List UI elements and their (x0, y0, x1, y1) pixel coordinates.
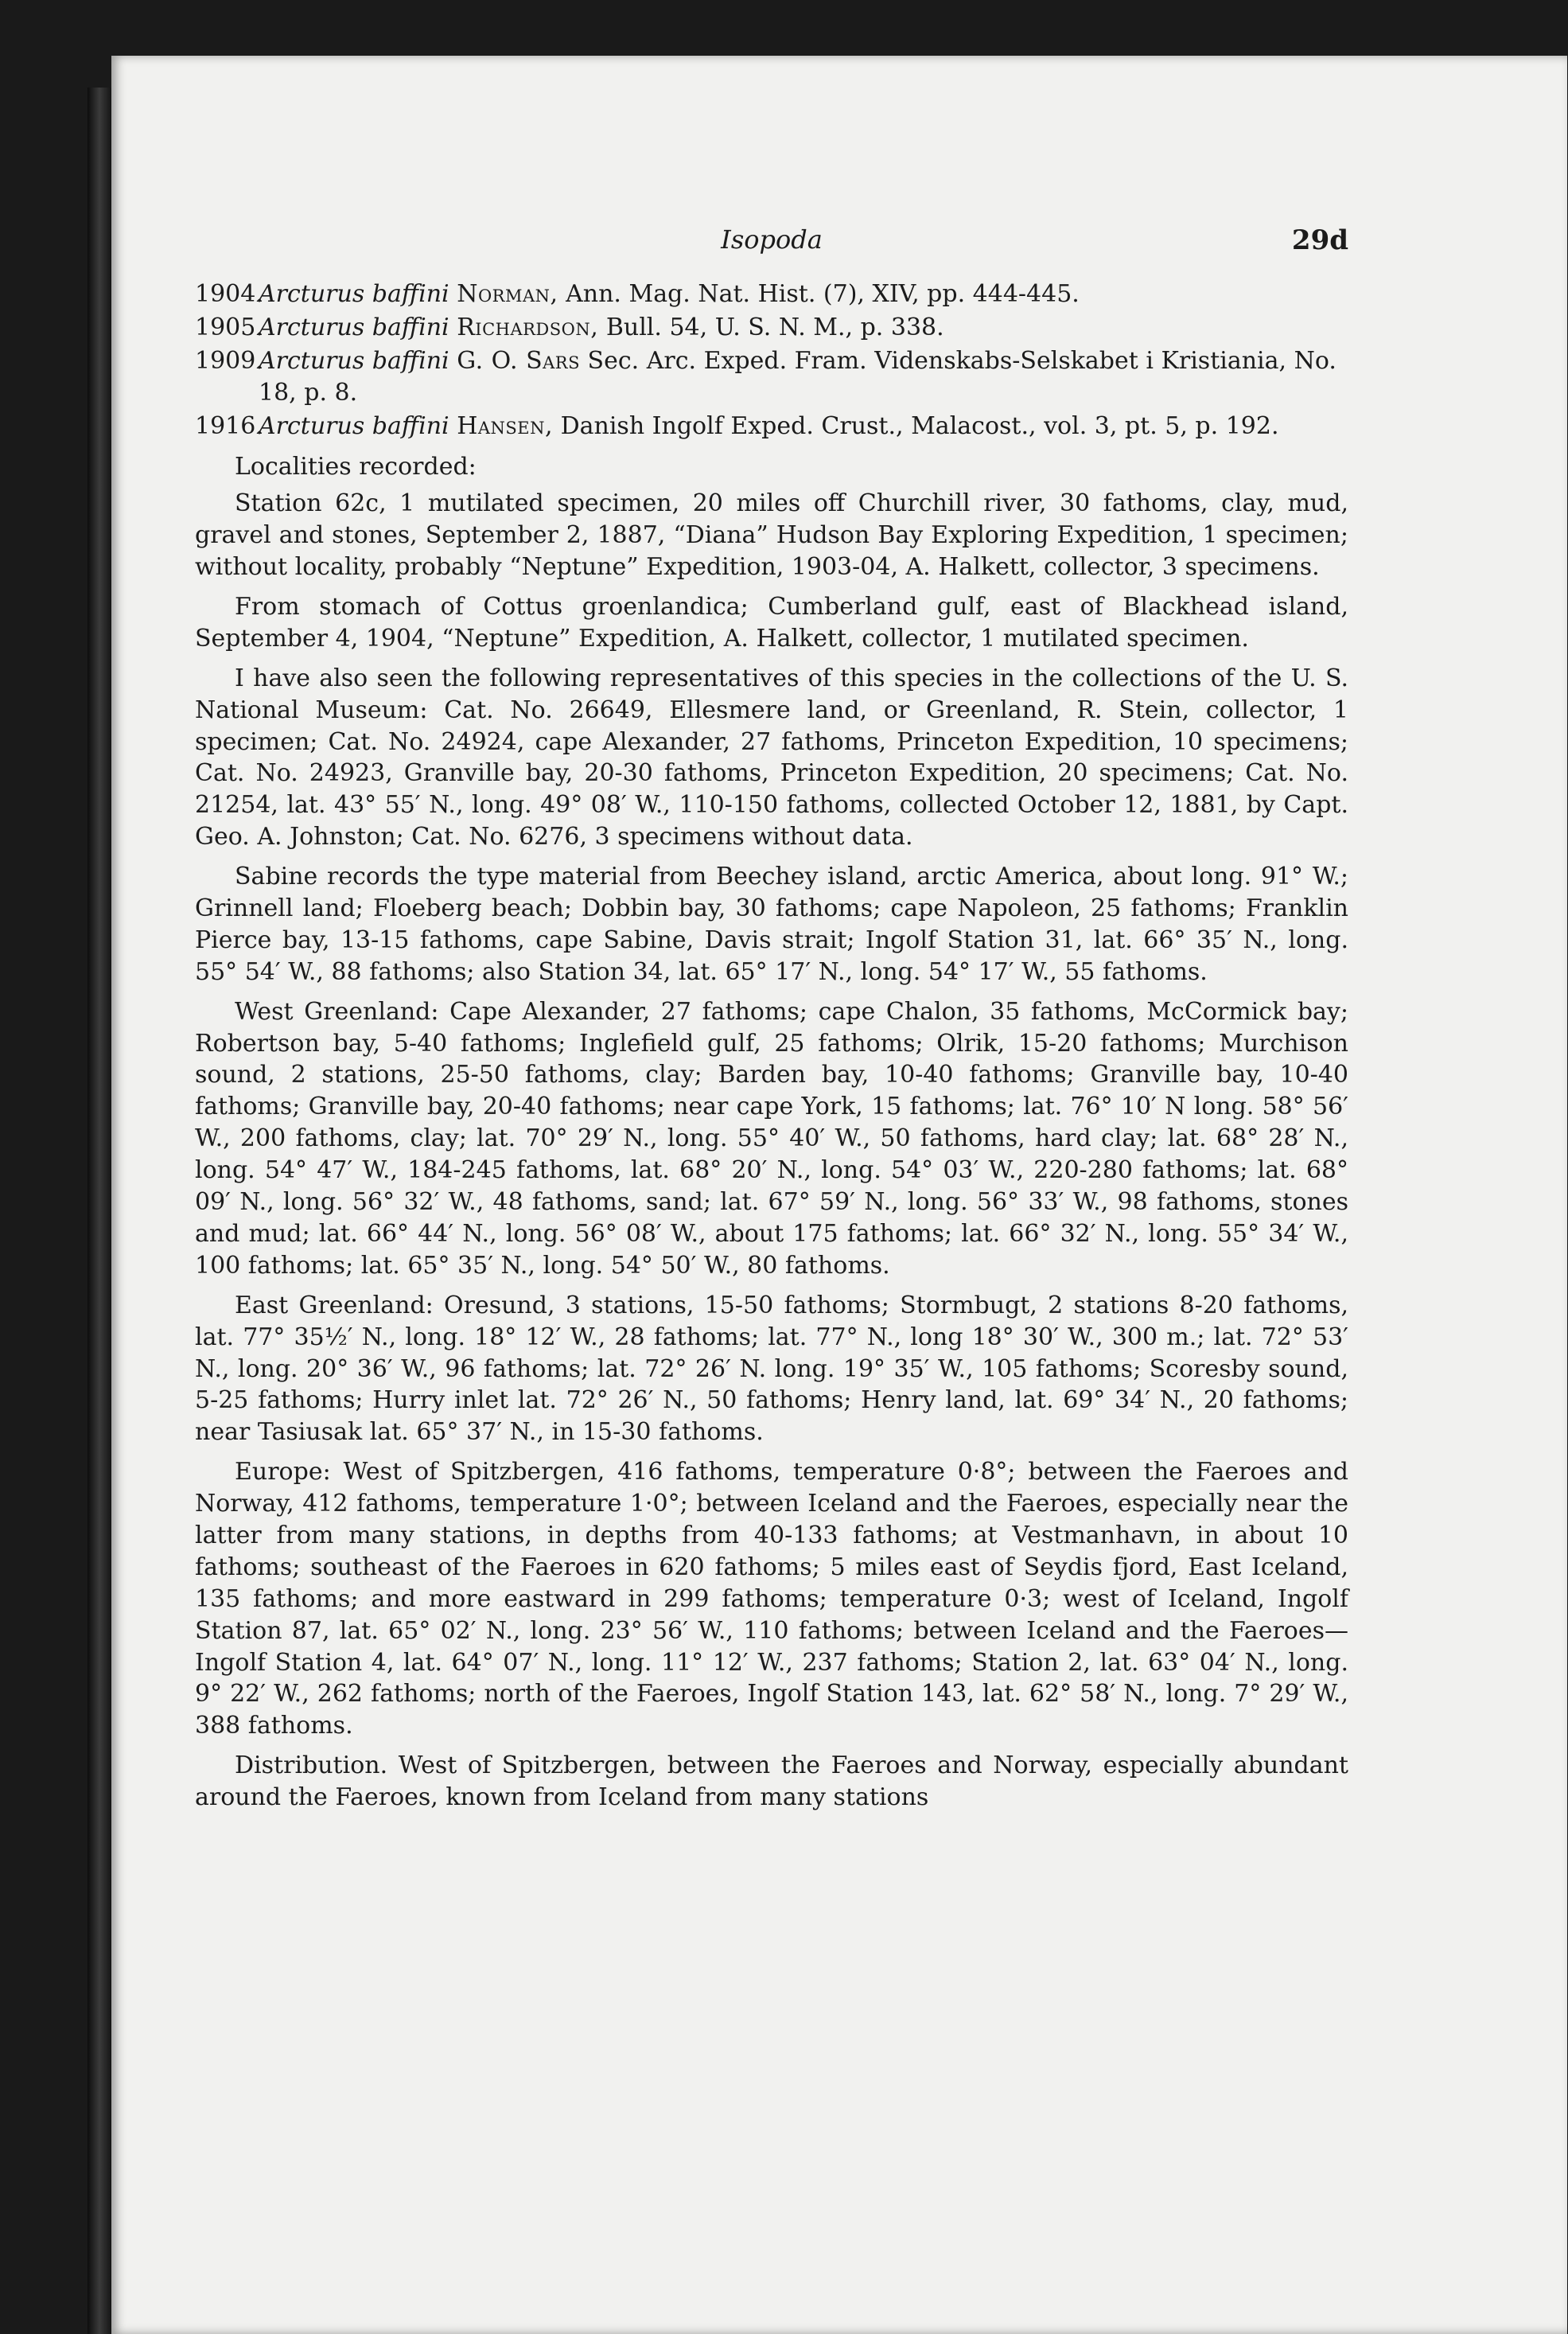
running-head (195, 223, 1348, 279)
paragraph-europe: Europe: West of Spitzbergen, 416 fathoms, temperature 0·8°; between the Faeroes and Norway, 412 fathoms, temperature 1·0°; between Iceland and the Faeroes, especially near the latter from many stations, in depths from 40-133 fathoms; at Vestmanhavn, in about 10 fathoms; southeast of the Faeroes in 620 fathoms; 5 miles east of Seydis fjord, East Iceland, 135 fathoms; and more eastward in 299 fathoms; temperature 0·3; west of Iceland, Ingolf Station 87, lat. 65° 02′ N., long. 23° 56′ W., 110 fathoms; between Iceland and the Faeroes—Ingolf Station 4, lat. 64° 07′ N., long. 11° 12′ W., 237 fathoms; Station 2, lat. 63° 04′ N., long. 9° 22′ W., 262 fathoms; north of the Faeroes, Ingolf Station 143, lat. 62° 58′ N., long. 7° 29′ W., 388 fathoms. (195, 1458, 1348, 1740)
reference-species: Arcturus baffini (259, 313, 449, 341)
paragraph-sabine-records: Sabine records the type material from Beechey island, arctic America, about long. 91° W.; Grinnell land; Floeberg beach; Dobbin bay, 30 fathoms; cape Napoleon, 25 fathoms; Franklin Pierce bay, 13-15 fathoms, cape Sabine, Davis strait; Ingolf Station 31, lat. 66° 35′ N., long. 55° 54′ W., 88 fathoms; also Station 34, lat. 65° 17′ N., long. 54° 17′ W., 55 fathoms. (195, 863, 1348, 986)
page-content (195, 223, 1348, 1822)
reference-author: Richardson, (457, 313, 599, 341)
reference-entry (195, 312, 1348, 344)
reference-text (251, 411, 1348, 442)
reference-author: Hansen, (457, 411, 554, 440)
reference-entry (195, 279, 1348, 310)
paragraph-usnm-collections: I have also seen the following representatives of this species in the collections of the U. S. National Museum: Cat. No. 26649, Ellesmere land, or Greenland, R. Stein, collector, 1 specimen; Cat. No. 24924, cape Alexander, 27 fathoms, Princeton Expedition, 10 specimens; Cat. No. 24923, Granville bay, 20-30 fathoms, Princeton Expedition, 20 specimens; Cat. No. 21254, lat. 43° 55′ N., long. 49° 08′ W., 110-150 fathoms, collected October 12, 1881, by Capt. Geo. A. Johnston; Cat. No. 6276, 3 specimens without data. (195, 664, 1348, 851)
reference-species: Arcturus baffini (259, 411, 449, 440)
reference-year: 1905. (195, 313, 263, 341)
paragraph-west-greenland: West Greenland: Cape Alexander, 27 fathoms; cape Chalon, 35 fathoms, McCormick bay; Robertson bay, 5-40 fathoms; Inglefield gulf, 25 fathoms; Olrik, 15-20 fathoms; Murchison sound, 2 stations, 25-50 fathoms, clay; Barden bay, 10-40 fathoms; Granville bay, 10-40 fathoms; Granville bay, 20-40 fathoms; near cape York, 15 fathoms; lat. 76° 10′ N long. 58° 56′ W., 200 fathoms, clay; lat. 70° 29′ N., long. 55° 40′ W., 50 fathoms, hard clay; lat. 68° 28′ N., long. 54° 47′ W., 184-245 fathoms, lat. 68° 20′ N., long. 54° 03′ W., 220-280 fathoms; lat. 68° 09′ N., long. 56° 32′ W., 48 fathoms, sand; lat. 67° 59′ N., long. 56° 33′ W., 98 fathoms, stones and mud; lat. 66° 44′ N., long. 56° 08′ W., about 175 fathoms; lat. 66° 32′ N., long. 55° 34′ W., 100 fathoms; lat. 65° 35′ N., long. 54° 50′ W., 80 fathoms. (195, 997, 1348, 1280)
localities-heading: Localities recorded: (235, 453, 477, 481)
paragraph-east-greenland: East Greenland: Oresund, 3 stations, 15-50 fathoms; Stormbugt, 2 stations 8-20 fathoms, lat. 77° 35½′ N., long. 18° 12′ W., 28 fathoms; lat. 77° N., long 18° 30′ W., 300 m.; lat. 72° 53′ N., long. 20° 36′ W., 96 fathoms; lat. 72° 26′ N. long. 19° 35′ W., 105 fathoms; Scoresby sound, 5-25 fathoms; Hurry inlet lat. 72° 26′ N., 50 fathoms; Henry land, lat. 69° 34′ N., 20 fathoms; near Tasiusak lat. 65° 37′ N., in 15-30 fathoms. (195, 1291, 1348, 1447)
reference-year: 1916. (195, 411, 263, 440)
reference-species: Arcturus baffini (259, 280, 449, 308)
references-list (195, 279, 1348, 442)
reference-citation: Sec. Arc. Exped. Fram. Videnskabs-Selskabet i Kristiania, No. 18, p. 8. (259, 346, 1336, 407)
reference-citation: Danish Ingolf Exped. Crust., Malacost., vol. 3, pt. 5, p. 192. (560, 411, 1279, 440)
reference-text (251, 312, 1348, 344)
reference-citation: Bull. 54, U. S. N. M., p. 338. (605, 313, 944, 341)
binding-edge (88, 88, 111, 2334)
reference-text (251, 279, 1348, 310)
reference-species: Arcturus baffini (259, 346, 449, 375)
reference-citation: Ann. Mag. Nat. Hist. (7), XIV, pp. 444-445. (566, 280, 1080, 308)
paragraph-stomach-record: From stomach of Cottus groenlandica; Cumberland gulf, east of Blackhead island, September 4, 1904, “Neptune” Expedition, A. Halkett, collector, 1 mutilated specimen. (195, 593, 1348, 653)
paragraph-stations: Station 62c, 1 mutilated specimen, 20 miles off Churchill river, 30 fathoms, clay, mud, gravel and stones, September 2, 1887, “Diana” Hudson Bay Exploring Expedition, 1 specimen; without locality, probably “Neptune” Expedition, 1903-04, A. Halkett, collector, 3 specimens. (195, 489, 1348, 582)
running-head-title: Isopoda (721, 224, 823, 255)
reference-entry (195, 411, 1348, 442)
reference-year: 1904. (195, 280, 263, 308)
page-number: 29d (1291, 224, 1348, 256)
reference-entry (195, 345, 1348, 409)
reference-year: 1909. (195, 346, 263, 375)
paragraph-distribution: Distribution. West of Spitzbergen, between the Faeroes and Norway, especially abundant around the Faeroes, known from Iceland from many stations (195, 1751, 1348, 1812)
reference-text (251, 345, 1348, 409)
reference-author: Norman, (457, 280, 558, 308)
reference-author: G. O. Sars (457, 346, 580, 375)
